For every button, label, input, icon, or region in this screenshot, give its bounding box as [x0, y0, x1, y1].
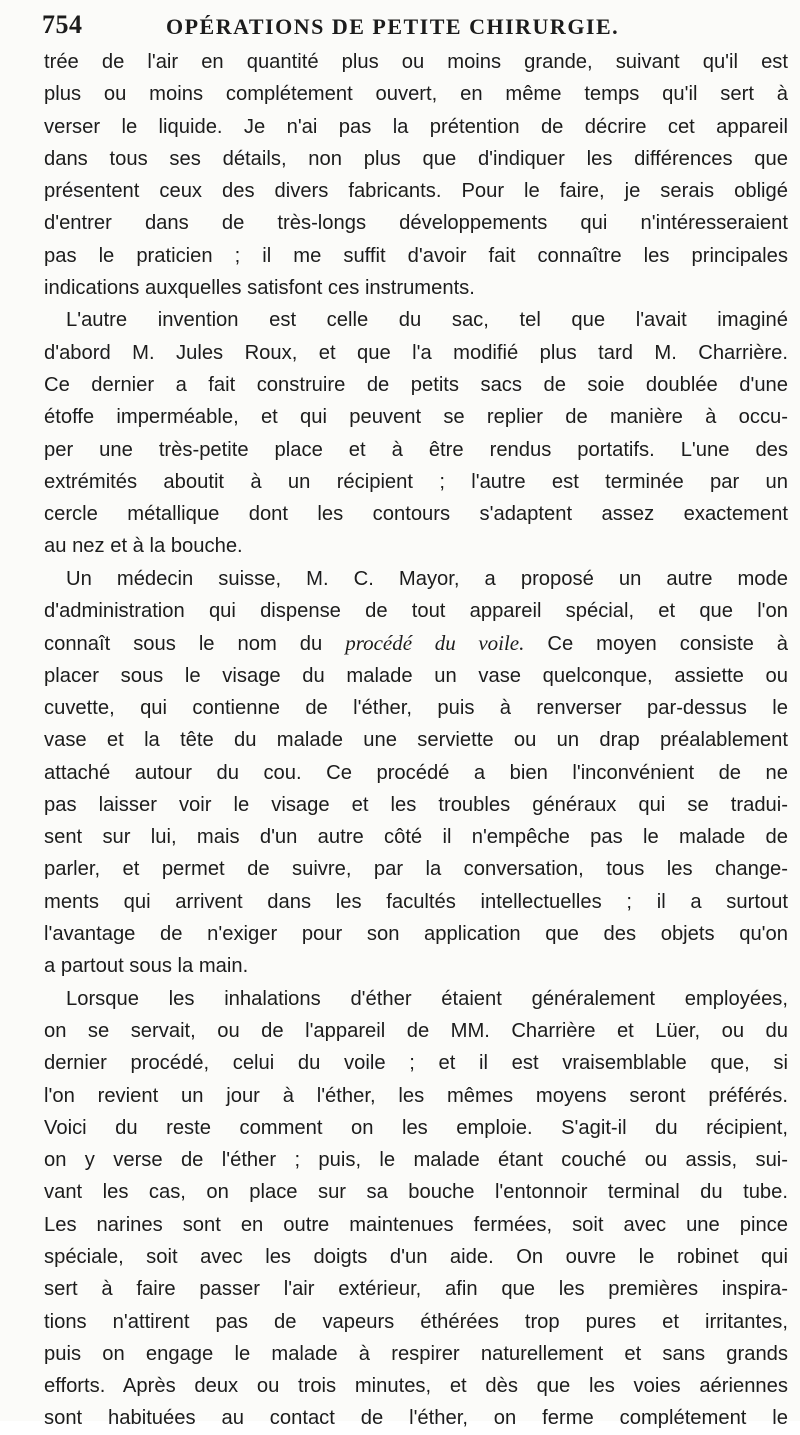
text-line: verser le liquide. Je n'ai pas la prétention de décrire cet appareil	[44, 115, 788, 138]
text-line: Les narines sont en outre maintenues fermées, soit avec une pince	[44, 1213, 788, 1236]
text-line: sert à faire passer l'air extérieur, afin que les premières inspira-	[44, 1278, 788, 1301]
text-line: trée de l'air en quantité plus ou moins grande, suivant qu'il est	[44, 51, 788, 73]
text-line: sent sur lui, mais d'un autre côté il n'empêche pas le malade de	[44, 826, 788, 849]
page-number: 754	[42, 10, 83, 39]
text-line: dans tous ses détails, non plus que d'indiquer les différences que	[44, 147, 788, 170]
text-line: au nez et à la bouche.	[44, 535, 243, 558]
text-line: pas le praticien ; il me suffit d'avoir fait connaître les principales	[44, 244, 788, 267]
text-line: L'autre invention est celle du sac, tel que l'avait imaginé	[66, 309, 788, 332]
text-line: per une très-petite place et à être rendus portatifs. L'une des	[44, 438, 788, 461]
text-line: l'avantage de n'exiger pour son application que des objets qu'on	[44, 923, 788, 946]
italic-term: procédé du voile.	[345, 631, 525, 656]
body-text	[44, 46, 788, 1435]
text-line: Un médecin suisse, M. C. Mayor, a proposé un autre mode	[66, 567, 788, 590]
text-line: parler, et permet de suivre, par la conversation, tous les change-	[44, 858, 788, 881]
text-line: attaché autour du cou. Ce procédé a bien l'inconvénient de ne	[44, 761, 788, 784]
text-line: tions n'attirent pas de vapeurs éthérées trop pures et irritantes,	[44, 1310, 788, 1333]
text-line: pas laisser voir le visage et les troubles généraux qui se tradui-	[44, 793, 788, 816]
text-line: cuvette, qui contienne de l'éther, puis à renverser par-dessus le	[44, 696, 788, 719]
text-segment: Ce moyen consiste à	[547, 633, 788, 656]
text-line: a partout sous la main.	[44, 955, 249, 978]
text-line: cercle métallique dont les contours s'adaptent assez exactement	[44, 503, 788, 526]
text-line: d'abord M. Jules Roux, et que l'a modifié plus tard M. Charrière.	[44, 341, 788, 364]
text-line: vant les cas, on place sur sa bouche l'entonnoir terminal du tube.	[44, 1181, 788, 1204]
text-line: extrémités aboutit à un récipient ; l'autre est terminée par un	[44, 470, 788, 493]
text-line: étoffe imperméable, et qui peuvent se replier de manière à occu-	[44, 406, 788, 429]
text-line: efforts. Après deux ou trois minutes, et dès que les voies aériennes	[44, 1375, 788, 1398]
text-line: d'entrer dans de très-longs développements qui n'intéresseraient	[44, 212, 788, 235]
text-line: dernier procédé, celui du voile ; et il est vraisemblable que, si	[44, 1052, 788, 1075]
text-line: indications auxquelles satisfont ces instruments.	[44, 277, 475, 300]
text-line: on y verse de l'éther ; puis, le malade étant couché ou assis, sui-	[44, 1149, 788, 1172]
text-line: l'on revient un jour à l'éther, les mêmes moyens seront préférés.	[44, 1084, 788, 1107]
text-line: vase et la tête du malade une serviette ou un drap préalablement	[44, 729, 788, 752]
text-line: plus ou moins complétement ouvert, en même temps qu'il sert à	[44, 83, 788, 106]
text-line: Lorsque les inhalations d'éther étaient généralement employées,	[66, 987, 788, 1010]
text-line: placer sous le visage du malade un vase quelconque, assiette ou	[44, 664, 788, 687]
text-line: sont habituées au contact de l'éther, on ferme complétement le	[44, 1407, 788, 1430]
text-line: d'administration qui dispense de tout appareil spécial, et que l'on	[44, 600, 788, 623]
text-line: puis on engage le malade à respirer naturellement et sans grands	[44, 1342, 788, 1365]
text-line: Voici du reste comment on les emploie. S'agit-il du récipient,	[44, 1116, 788, 1139]
page-header	[42, 8, 782, 44]
running-title: OPÉRATIONS DE PETITE CHIRURGIE.	[166, 14, 620, 39]
text-line: ments qui arrivent dans les facultés intellectuelles ; il a surtout	[44, 890, 788, 913]
text-line: présentent ceux des divers fabricants. Pour le faire, je serais obligé	[44, 180, 788, 203]
text-line-mixed	[44, 627, 788, 659]
text-line: on se servait, ou de l'appareil de MM. Charrière et Lüer, ou du	[44, 1019, 788, 1042]
text-line: spéciale, soit avec les doigts d'un aide. On ouvre le robinet qui	[44, 1245, 788, 1268]
text-segment: connaît sous le nom du	[44, 633, 323, 656]
text-line: Ce dernier a fait construire de petits sacs de soie doublée d'une	[44, 373, 788, 396]
